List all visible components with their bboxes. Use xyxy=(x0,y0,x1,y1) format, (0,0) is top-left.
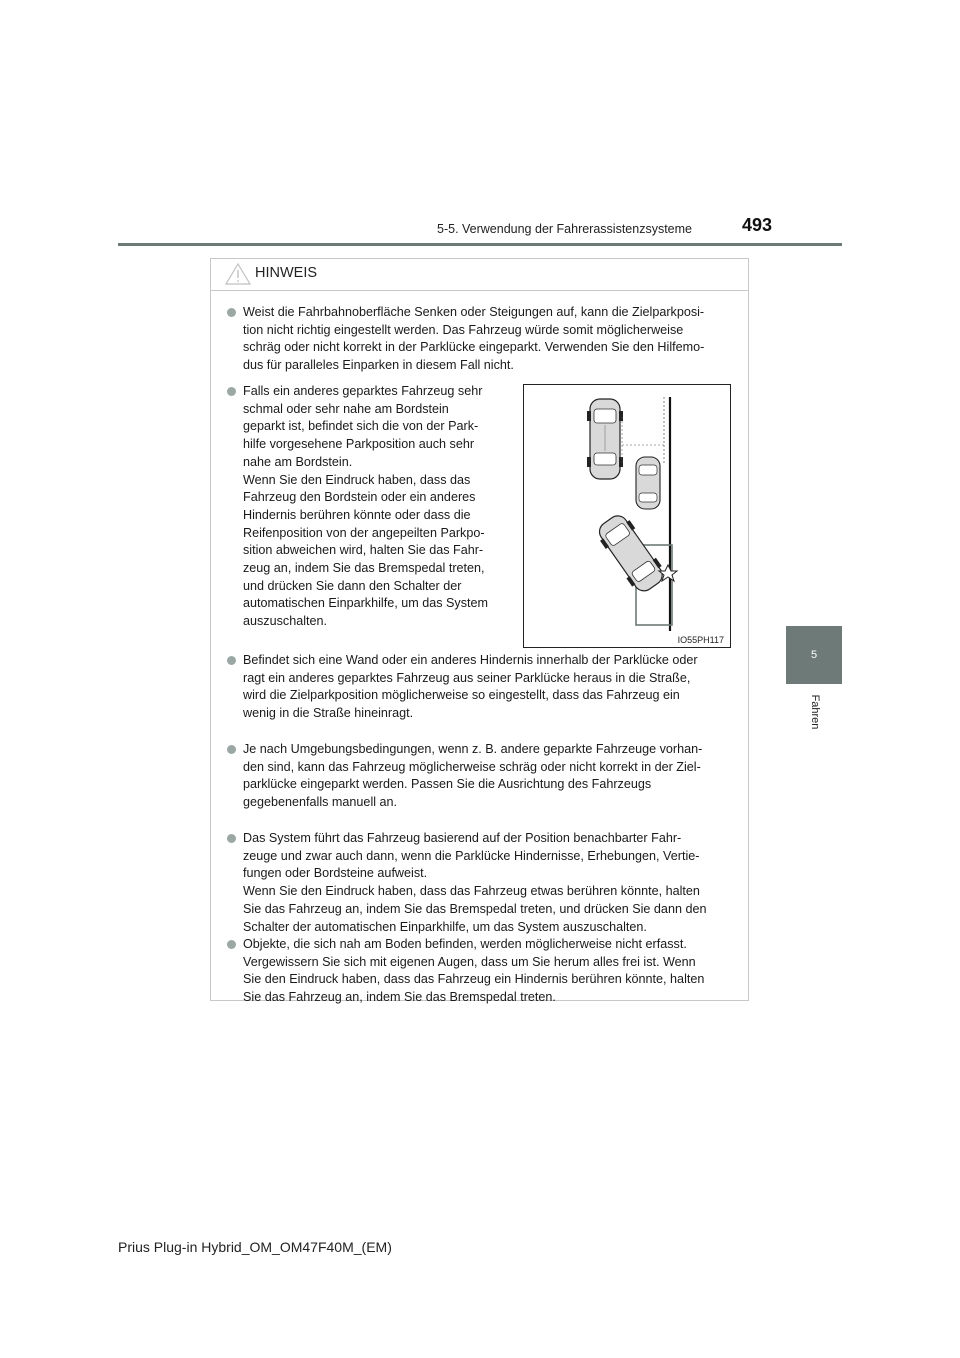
notice-bullet xyxy=(227,383,514,631)
bullet-text: Je nach Umgebungsbedingungen, wenn z. B. andere geparkte Fahrzeuge vorhan- den sind, kann das Fahrzeug möglicherweise schräg oder nicht korrekt in der Ziel- parklücke eingeparkt werden. Passen Sie die Ausrichtung des Fahrzeugs gegebenenfalls manuell an. xyxy=(243,742,703,810)
header-section-title: 5-5. Verwendung der Fahrerassistenzsysteme xyxy=(437,222,692,236)
illustration-code: IO55PH117 xyxy=(677,635,724,645)
notice-bullet xyxy=(227,830,743,936)
bullet-text: Weist die Fahrbahnoberfläche Senken oder Steigungen auf, kann die Zielparkposi- tion nicht richtig eingestellt werden. Das Fahrzeug würde somit möglicherweise schräg oder nicht korrekt in der Parklücke eingeparkt. Verwenden Sie den Hilfemo- dus für paralleles Einparken in diesem Fall nicht. xyxy=(243,305,705,373)
bullet-dot xyxy=(227,387,236,396)
notice-bullet xyxy=(227,936,743,1007)
bullet-dot xyxy=(227,940,236,949)
notice-header xyxy=(211,259,748,291)
page-number: 493 xyxy=(742,215,773,235)
small-parked-car-icon xyxy=(636,457,660,509)
notice-bullet xyxy=(227,652,743,723)
bullet-text: Das System führt das Fahrzeug basierend auf der Position benachbarter Fahr- zeuge und zwar auch dann, wenn die Parklücke Hindernisse, Erhebungen, Vertie- fungen oder Bordsteine aufweist. Wenn Sie den Eindruck haben, dass das Fahrzeug etwas berühren könnte, halten Sie das Fahrzeug an, indem Sie das Bremspedal treten, und drücken Sie dann den Schalter der automatischen Einparkhilfe, um das System auszuschalten. xyxy=(243,831,707,934)
header-rule xyxy=(118,243,842,246)
reversing-car-icon xyxy=(593,510,668,596)
notice-bullet xyxy=(227,304,743,375)
bullet-dot xyxy=(227,308,236,317)
bullet-text: Falls ein anderes geparktes Fahrzeug sehr schmal oder sehr nahe am Bordstein geparkt ist, befindet sich die von der Park- hilfe vorgesehene Parkposition auch sehr nahe am Bordstein. Wenn Sie den Eindruck haben, dass das Fahrzeug den Bordstein oder ein anderes Hindernis berühren könnte oder dass die Reifenposition von der angepeilten Parkpo- sition abweichen wird, halten Sie das Fahr- zeug an, indem Sie das Bremspedal treten, und drücken Sie dann den Schalter der automatischen Einparkhilfe, um das System auszuschalten. xyxy=(243,384,488,629)
chapter-number: 5 xyxy=(810,649,818,661)
footer-document-name: Prius Plug-in Hybrid_OM_OM47F40M_(EM) xyxy=(118,1239,392,1255)
notice-title: HINWEIS xyxy=(255,265,318,281)
notice-box xyxy=(210,258,749,1005)
chapter-label-text: Fahren xyxy=(809,694,821,730)
parking-illustration xyxy=(523,384,731,648)
warning-triangle-icon xyxy=(225,262,251,286)
bullet-dot xyxy=(227,656,236,665)
bullet-text: Objekte, die sich nah am Boden befinden, werden möglicherweise nicht erfasst. Vergewissern Sie sich mit eigenen Augen, dass um Sie herum alles frei ist. Wenn Sie den Eindruck haben, dass das Fahrzeug ein Hindernis berühren könnte, halten Sie das Fahrzeug an, indem Sie das Bremspedal treten. xyxy=(243,937,705,1005)
parked-car-icon xyxy=(587,399,623,479)
bullet-dot xyxy=(227,834,236,843)
notice-bullet xyxy=(227,741,743,812)
chapter-label xyxy=(793,667,837,757)
parking-diagram xyxy=(524,385,730,647)
bullet-text: Befindet sich eine Wand oder ein anderes Hindernis innerhalb der Parklücke oder ragt ein anderes geparktes Fahrzeug aus seiner Parklücke heraus in die Straße, wird die Zielparkposition möglicherweise so eingestellt, dass das Fahrzeug ein wenig in die Straße hineinragt. xyxy=(243,653,698,721)
bullet-dot xyxy=(227,745,236,754)
